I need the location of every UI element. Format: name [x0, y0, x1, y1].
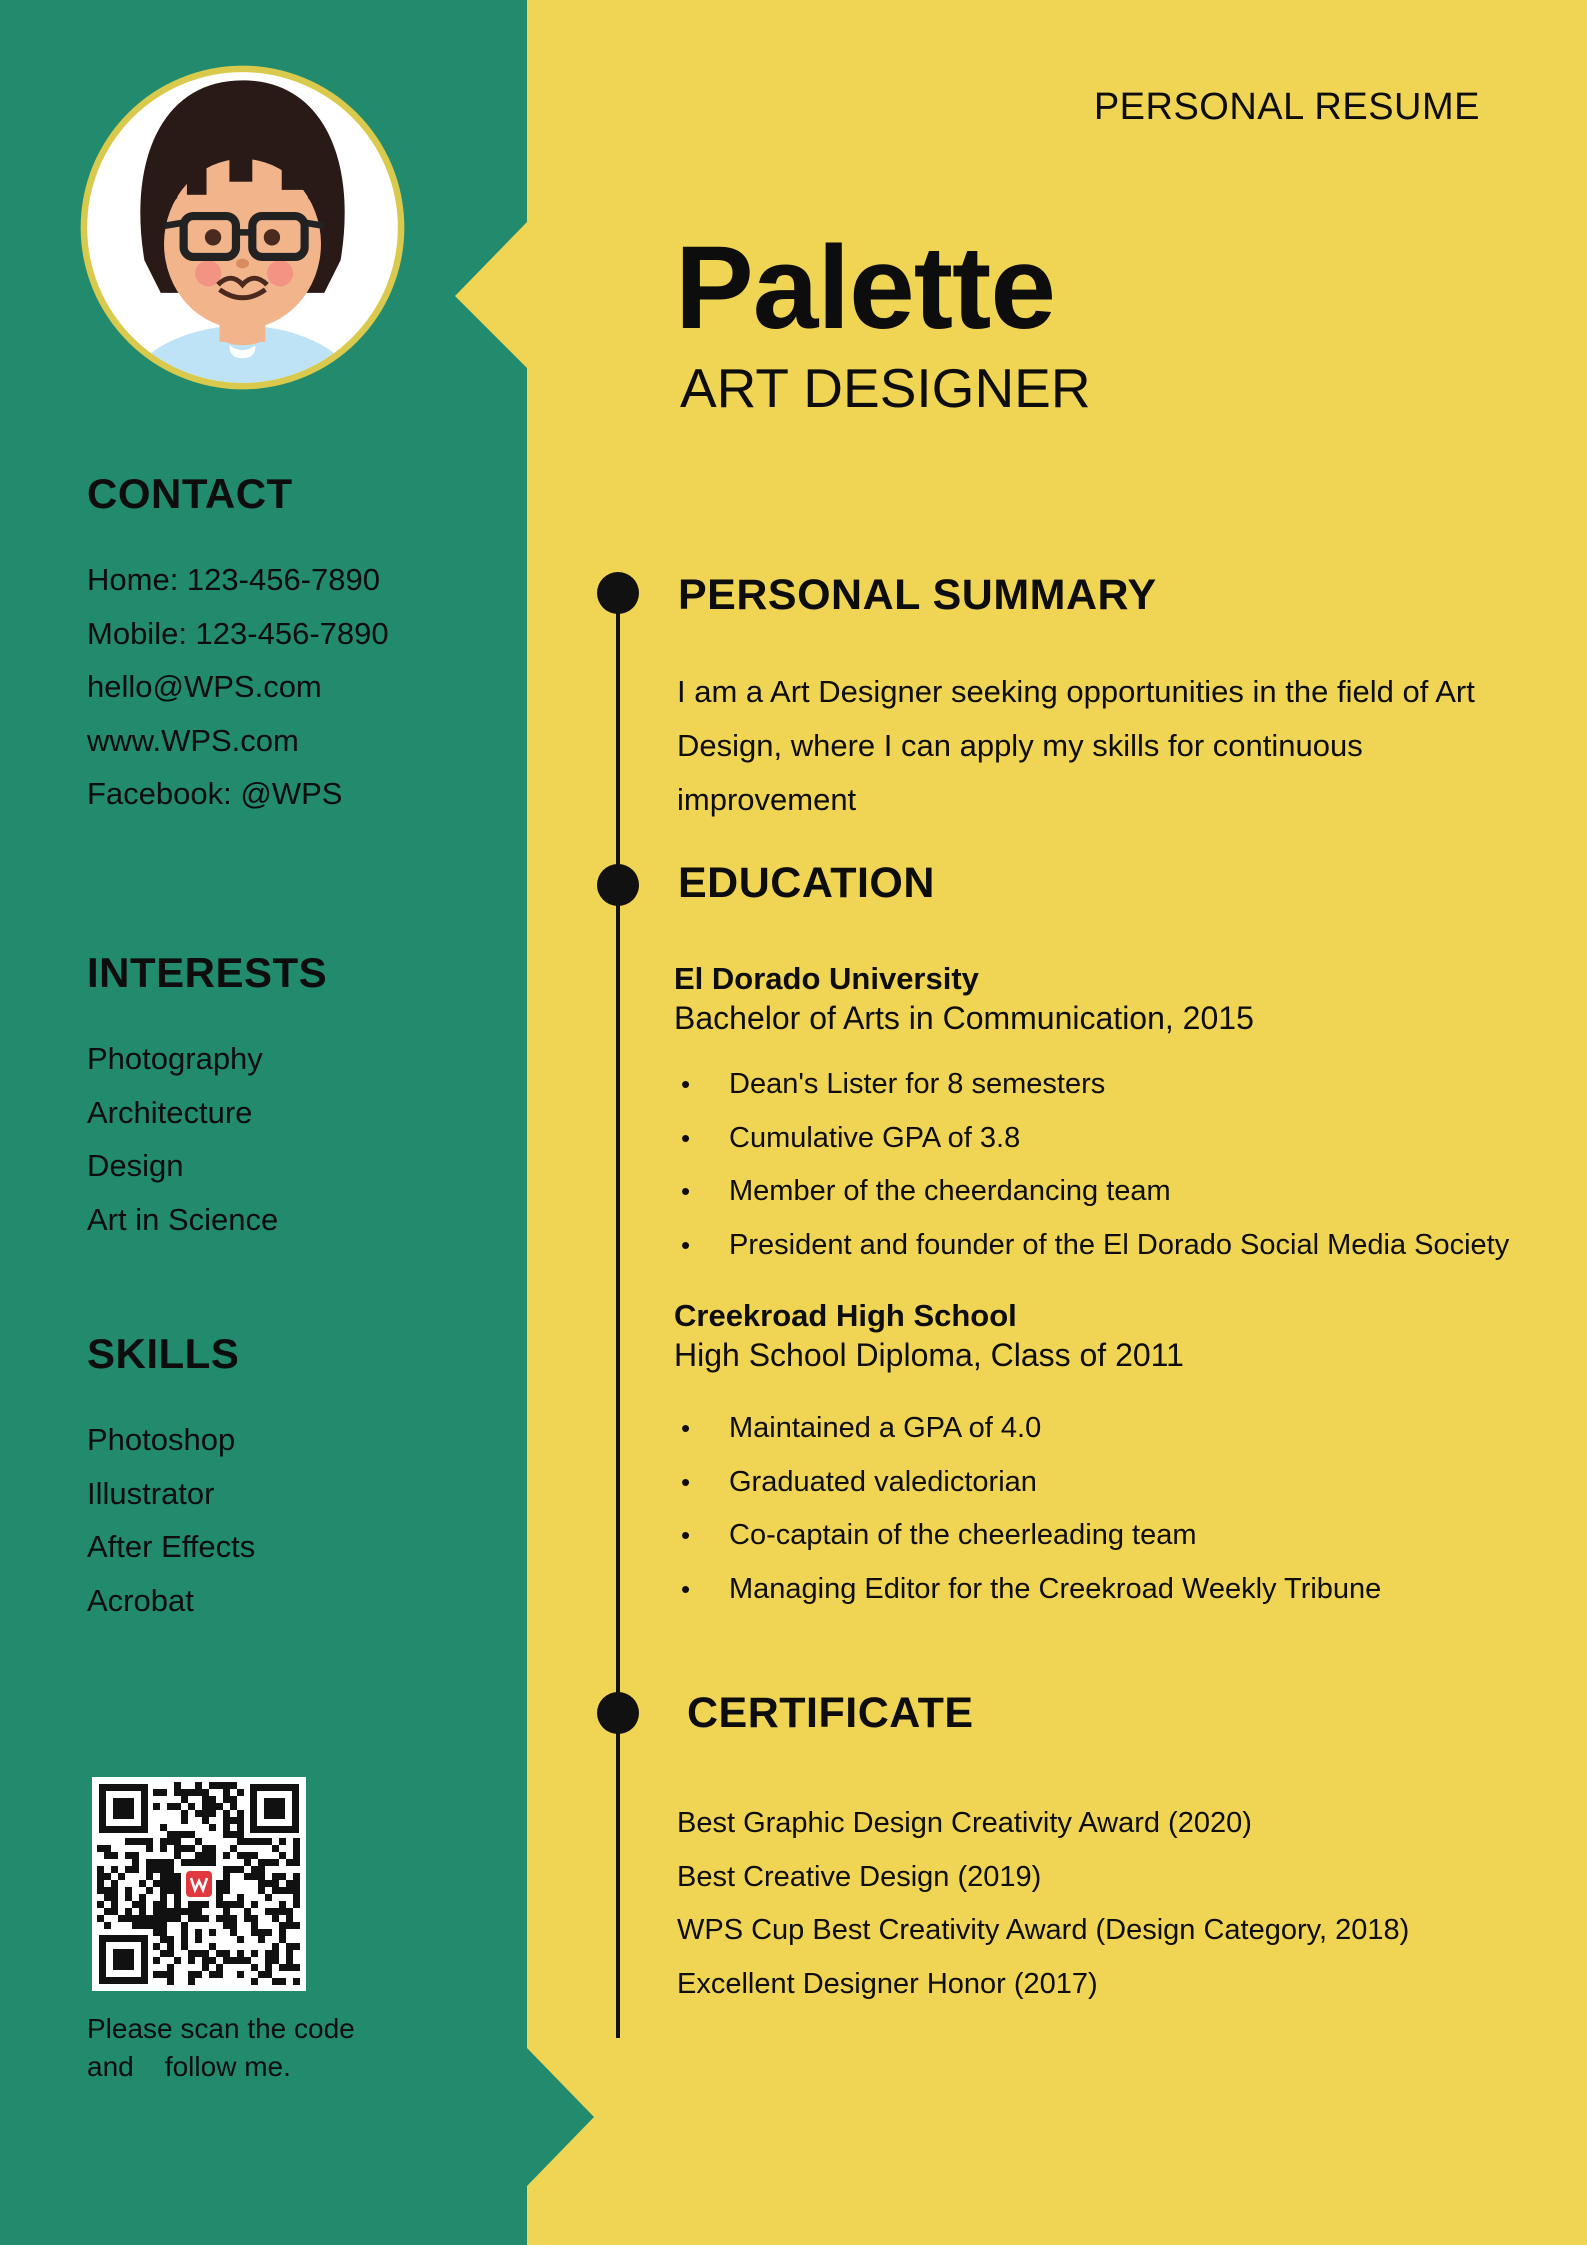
qr-caption: Please scan the code and follow me.: [87, 2013, 355, 2082]
school-name: Creekroad High School: [674, 1298, 1017, 1333]
contact-heading: CONTACT: [87, 470, 293, 517]
timeline-line: [616, 594, 620, 2038]
school-degree: Bachelor of Arts in Communication, 2015: [674, 1000, 1254, 1036]
summary-text: I am a Art Designer seeking opportunities in the field of Art Design, where I can apply my skills for continuous improvement: [677, 674, 1475, 817]
qr-code[interactable]: [92, 1777, 306, 1991]
school-degree: High School Diploma, Class of 2011: [674, 1337, 1184, 1373]
certificate-item: Best Creative Design (2019): [677, 1860, 1042, 1893]
certificate-item: Best Graphic Design Creativity Award (2020): [677, 1807, 1252, 1839]
school-name: El Dorado University: [674, 961, 979, 996]
interest-item: Photography: [87, 1041, 263, 1076]
candidate-name: Palette: [675, 222, 1055, 354]
timeline-dot: [597, 572, 639, 614]
achievement-item: • Co-captain of the cheerleading team: [674, 1509, 1381, 1563]
achievement-item: • Graduated valedictorian: [674, 1456, 1381, 1510]
contact-list: [87, 553, 389, 821]
skills-list: [87, 1413, 255, 1627]
avatar: [79, 64, 406, 391]
contact-mobile-phone: Mobile: 123-456-7890: [87, 615, 389, 651]
certificate-heading: CERTIFICATE: [687, 1689, 974, 1737]
achievement-item: • Dean's Lister for 8 semesters: [674, 1058, 1509, 1112]
achievement-item: • Managing Editor for the Creekroad Weekly Tribune: [674, 1563, 1381, 1617]
education-heading: EDUCATION: [678, 859, 935, 907]
interests-heading: INTERESTS: [87, 949, 328, 996]
achievement-item: • Cumulative GPA of 3.8: [674, 1112, 1509, 1166]
interest-item: Architecture: [87, 1094, 253, 1130]
certificate-item: WPS Cup Best Creativity Award (Design Category, 2018): [677, 1914, 1410, 1946]
contact-home-phone: Home: 123-456-7890: [87, 562, 380, 597]
skill-item: After Effects: [87, 1529, 256, 1564]
skill-item: Photoshop: [87, 1422, 236, 1457]
interest-item: Art in Science: [87, 1201, 279, 1237]
school-achievements: [674, 1402, 1381, 1616]
timeline-dot: [597, 864, 639, 906]
certificate-list: [677, 1797, 1409, 2011]
achievement-item: • Maintained a GPA of 4.0: [674, 1402, 1381, 1456]
skill-item: Acrobat: [87, 1582, 194, 1618]
candidate-role: ART DESIGNER: [680, 357, 1091, 419]
timeline-dot: [597, 1692, 639, 1734]
interests-list: [87, 1032, 278, 1246]
contact-email: hello@WPS.com: [87, 669, 322, 704]
document-label: PERSONAL RESUME: [1093, 86, 1480, 128]
school-achievements: [674, 1058, 1509, 1272]
summary-heading: PERSONAL SUMMARY: [678, 571, 1157, 619]
skills-heading: SKILLS: [87, 1330, 240, 1377]
contact-facebook: Facebook: @WPS: [87, 776, 343, 811]
achievement-item: • President and founder of the El Dorado Social Media Society: [674, 1219, 1509, 1273]
skill-item: Illustrator: [87, 1475, 215, 1511]
certificate-item: Excellent Designer Honor (2017): [677, 1967, 1098, 2000]
contact-website: www.WPS.com: [87, 722, 299, 758]
wps-logo-icon: [183, 1868, 215, 1900]
interest-item: Design: [87, 1148, 184, 1183]
achievement-item: • Member of the cheerdancing team: [674, 1165, 1509, 1219]
